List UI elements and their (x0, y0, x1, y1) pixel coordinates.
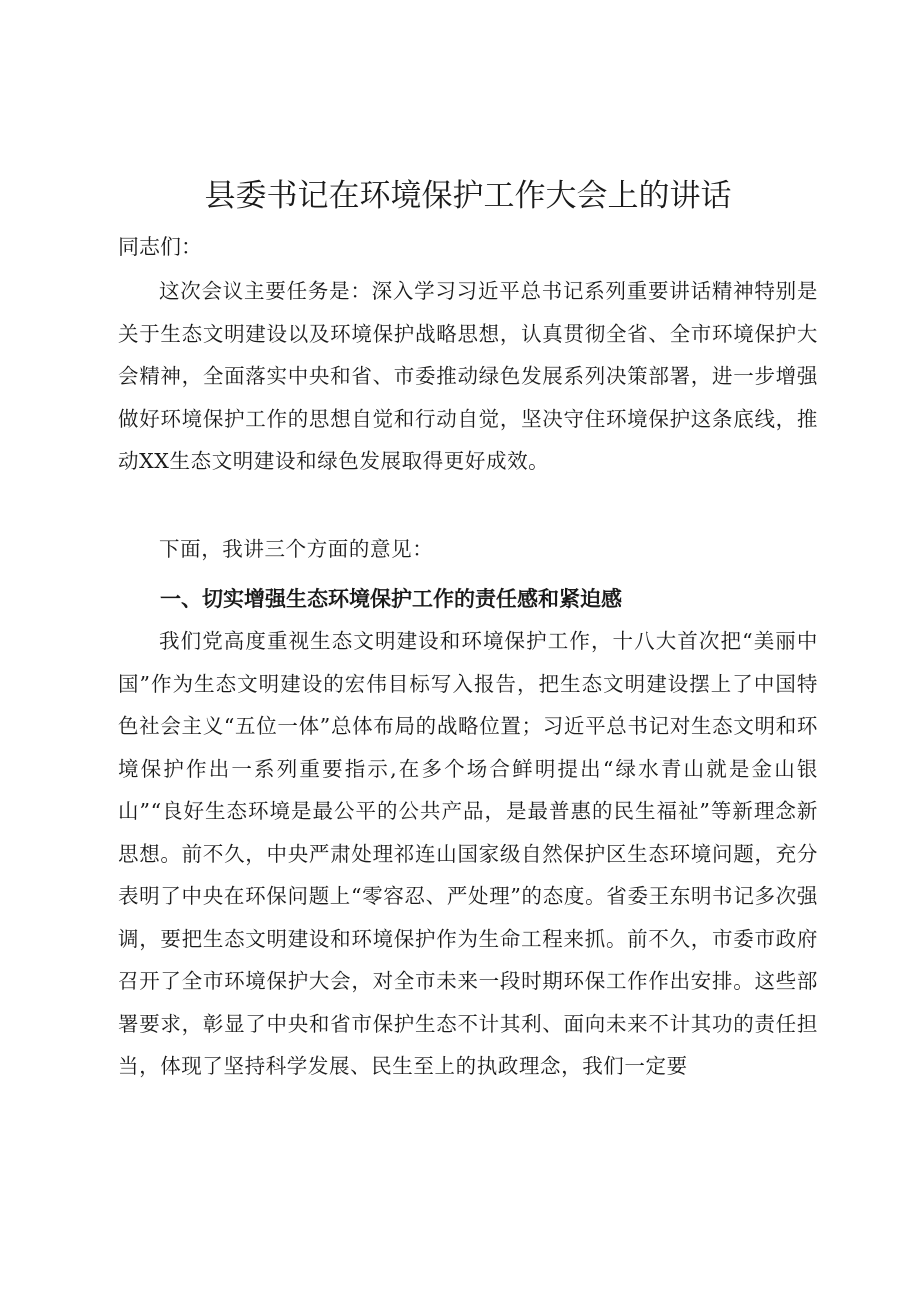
salutation: 同志们： (118, 235, 202, 259)
paragraph-intro: 这次会议主要任务是：深入学习习近平总书记系列重要讲话精神特别是关于生态文明建设以及环境保护战略思想，认真贯彻全省、全市环境保护大会精神，全面落实中央和省、市委推动绿色发展系列决策部署，进一步增强做好环境保护工作的思想自觉和行动自觉，坚决守住环境保护这条底线，推动XX生态文明建设和绿色发展取得更好成效。 (118, 279, 818, 473)
section-paragraph: 我们党高度重视生态文明建设和环境保护工作，十八大首次把“美丽中国”作为生态文明建设的宏伟目标写入报告，把生态文明建设摆上了中国特色社会主义“五位一体”总体布局的战略位置；习近平总书记对生态文明和环境保护作出一系列重要指示,在多个场合鲜明提出“绿水青山就是金山银山”“良好生态环境是最公平的公共产品，是最普惠的民生福祉”等新理念新思想。前不久，中央严肃处理祁连山国家级自然保护区生态环境问题，充分表明了中央在环保问题上“零容忍、严处理”的态度。省委王东明书记多次强调，要把生态文明建设和环境保护作为生命工程来抓。前不久，市委市政府召开了全市环境保护大会，对全市未来一段时期环保工作作出安排。这些部署要求，彰显了中央和省市保护生态不计其利、面向未来不计其功的责任担当，体现了坚持科学发展、民生至上的执政理念，我们一定要 (118, 629, 818, 1078)
paragraph-outline: 下面，我讲三个方面的意见： (159, 537, 434, 561)
document-title: 县委书记在环境保护工作大会上的讲话 (204, 178, 732, 214)
section-heading: 一、切实增强生态环境保护工作的责任感和紧迫感 (160, 587, 622, 611)
